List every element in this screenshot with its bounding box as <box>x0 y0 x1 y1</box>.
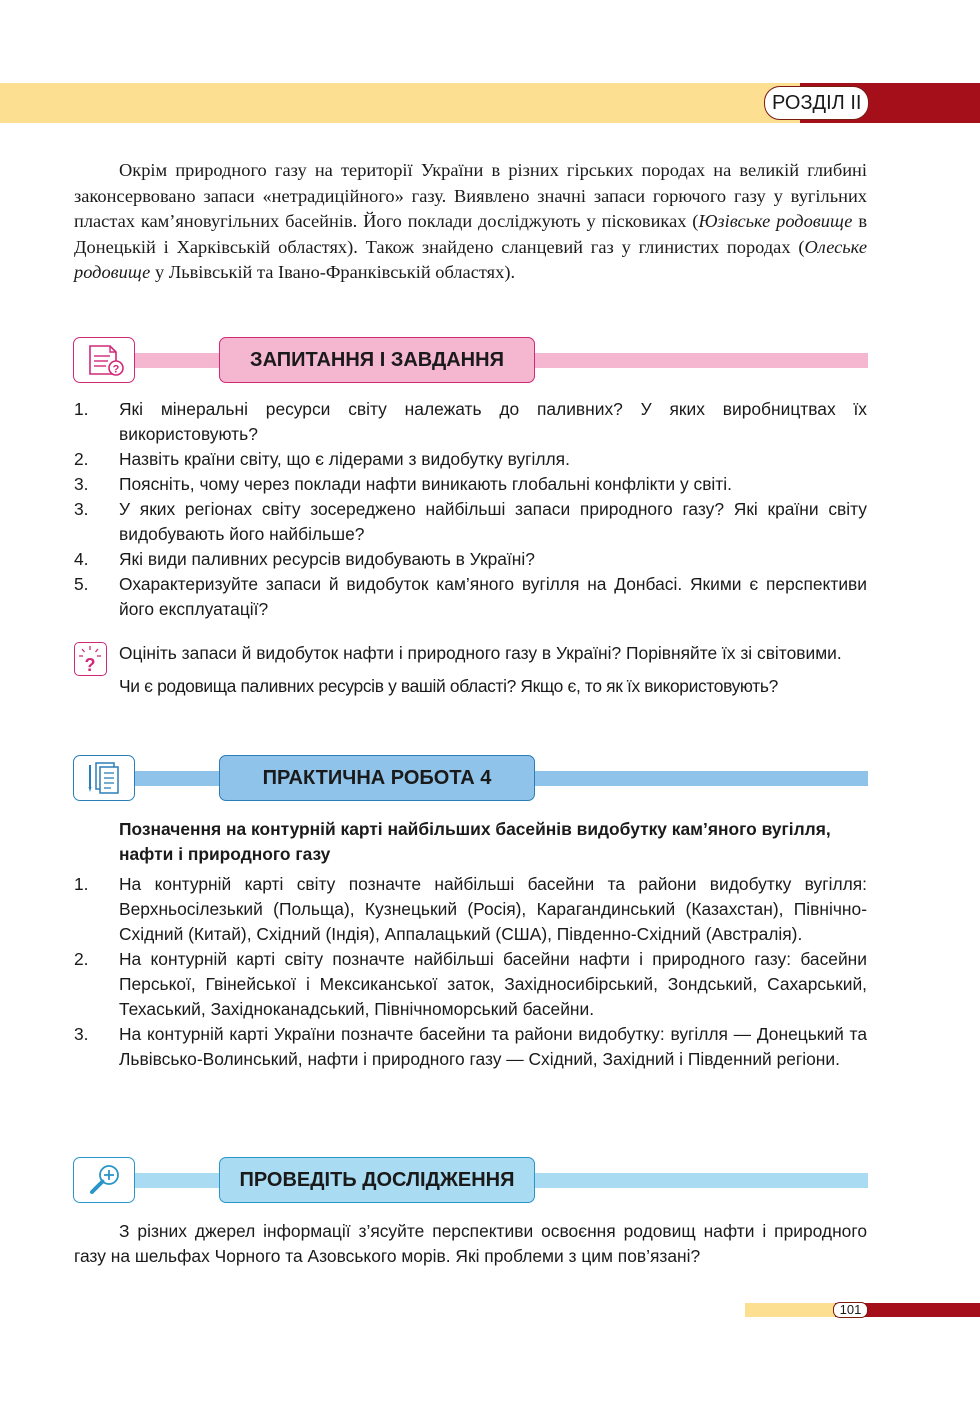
practical-subtitle: Позначення на контурній карті найбільших басейнів видобутку кам’яного вугілля, нафти і природного газу <box>119 819 831 864</box>
list-item: 3. На контурній карті України позначте басейни та райони видобутку: вугілля — Донецький та Львівсько-Волинський, нафти і природного газу — Східний, Західний і Південний регіони. <box>74 1024 867 1069</box>
think-question-1: Оцініть запаси й видобуток нафти і природного газу в Україні? Порівняйте їх зі світовими. <box>119 643 842 663</box>
field-name-oleske: Олеське родовище <box>74 236 867 283</box>
list-item: 2. На контурній карті світу позначте найбільші басейни нафти і природного газу: басейни Перської, Гвінейської і Мексиканської заток, Західносибірський, Зондський, Сахарський, Техаський, Західноканадський, Північноморський басейни. <box>74 949 867 1019</box>
research-text: З різних джерел інформації з’ясуйте перспективи освоєння родовищ нафти і природного газу на шельфах Чорного та Азовського морів. Які проблеми з цим пов’язані? <box>74 1221 867 1266</box>
list-item: 2. Назвіть країни світу, що є лідерами з видобутку вугілля. <box>74 449 570 469</box>
magnifier-plus-icon <box>73 1157 135 1203</box>
list-item: 1. На контурній карті світу позначте найбільші басейни та райони видобутку вугілля: Верхньосілезький (Польща), Кузнецький (Росія), Карагандинський (Казахстан), Північно-Східний (Китай), Східний (Індія), Аппалацький (США), Південно-Східний (Австралія). <box>74 874 867 944</box>
practical-header <box>73 755 868 803</box>
svg-text:?: ? <box>112 363 120 376</box>
think-question-2: Чи є родовища паливних ресурсів у вашій області? Якщо є, то як їх використовують? <box>119 676 778 696</box>
bottom-yellow-strip <box>745 1303 835 1317</box>
field-name-yuzivske: Юзівське родовище <box>698 211 853 232</box>
notebook-pencil-icon <box>73 755 135 801</box>
list-item: 3. У яких регіонах світу зосереджено найбільші запаси природного газу? Які країни світу видобувають його найбільше? <box>74 499 867 544</box>
list-item: 5. Охарактеризуйте запаси й видобуток кам’яного вугілля на Донбасі. Якими є перспективи його експлуатації? <box>74 574 867 619</box>
questions-header <box>73 337 868 385</box>
practical-list <box>74 872 867 1072</box>
intro-text: Окрім природного газу на території України в різних гірських породах на великій глибині законсервовано запаси «нетрадиційного» газу. Виявлено значні запаси горючого газу у вугільних пластах кам’яновугільних басейнів. Його поклади досліджують у пісковиках (Юзівське родовище в Донецькій і Харківській областях). Також знайдено сланцевий газ у глинистих породах (Олеське родовище у Львівській та Івано-Франківській областях). <box>74 160 868 283</box>
section-label: РОЗДІЛ II <box>764 86 869 120</box>
think-block <box>74 641 867 707</box>
practical-title: ПРАКТИЧНА РОБОТА 4 <box>219 755 535 801</box>
questions-title: ЗАПИТАННЯ І ЗАВДАННЯ <box>219 337 535 383</box>
list-item: 3. Поясніть, чому через поклади нафти виникають глобальні конфлікти у світі. <box>74 474 732 494</box>
list-item: 4. Які види паливних ресурсів видобувають в Україні? <box>74 549 535 569</box>
list-item: 1. Які мінеральні ресурси світу належать до паливних? У яких виробництвах їх використовують? <box>74 399 867 444</box>
page-number: 101 <box>833 1302 868 1318</box>
questions-list <box>74 397 867 622</box>
svg-text:?: ? <box>84 655 96 674</box>
think-question-icon <box>74 642 107 676</box>
research-title: ПРОВЕДІТЬ ДОСЛІДЖЕННЯ <box>219 1157 535 1203</box>
research-header <box>73 1157 868 1205</box>
banner-yellow-strip <box>0 83 800 123</box>
document-question-icon <box>73 337 135 383</box>
